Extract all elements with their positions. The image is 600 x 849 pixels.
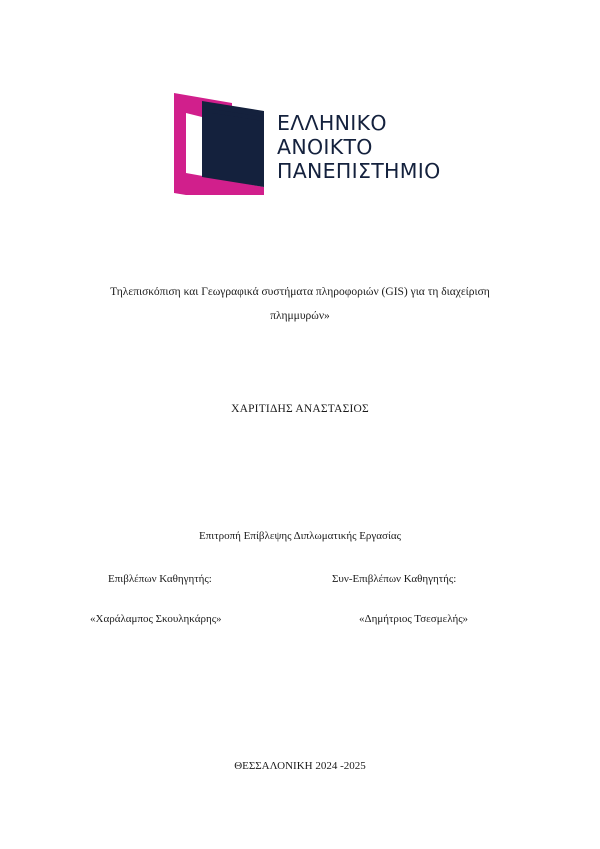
logo-line-1: ΕΛΛΗΝΙΚΟ bbox=[277, 111, 387, 135]
thesis-title bbox=[80, 280, 520, 328]
logo-line-2: ΑΝΟΙΚΤΟ bbox=[277, 135, 373, 159]
co-supervisor-name: «Δημήτριος Τσεσμελής» bbox=[359, 613, 469, 625]
author-name: ΧΑΡΙΤΙΔΗΣ ΑΝΑΣΤΑΣΙΟΣ bbox=[231, 403, 369, 415]
place-and-year: ΘΕΣΣΑΛΟΝΙΚΗ 2024 -2025 bbox=[234, 760, 366, 772]
co-supervisor-label: Συν-Επιβλέπων Καθηγητής: bbox=[332, 573, 457, 585]
supervisor-label: Επιβλέπων Καθηγητής: bbox=[108, 573, 212, 585]
thesis-title-line-2: πλημμυρών» bbox=[270, 310, 330, 322]
university-logo bbox=[172, 91, 441, 195]
hou-emblem-icon bbox=[172, 91, 270, 195]
thesis-title-line-1: Τηλεπισκόπιση και Γεωγραφικά συστήματα πληροφοριών (GIS) για τη διαχείριση bbox=[110, 286, 490, 298]
committee-heading: Επιτροπή Επίβλεψης Διπλωματικής Εργασίας bbox=[198, 530, 402, 542]
supervisor-name: «Χαράλαμπος Σκουληκάρης» bbox=[90, 613, 222, 625]
logo-wordmark bbox=[277, 111, 441, 183]
logo-line-3: ΠΑΝΕΠΙΣΤΗΜΙΟ bbox=[277, 159, 441, 183]
